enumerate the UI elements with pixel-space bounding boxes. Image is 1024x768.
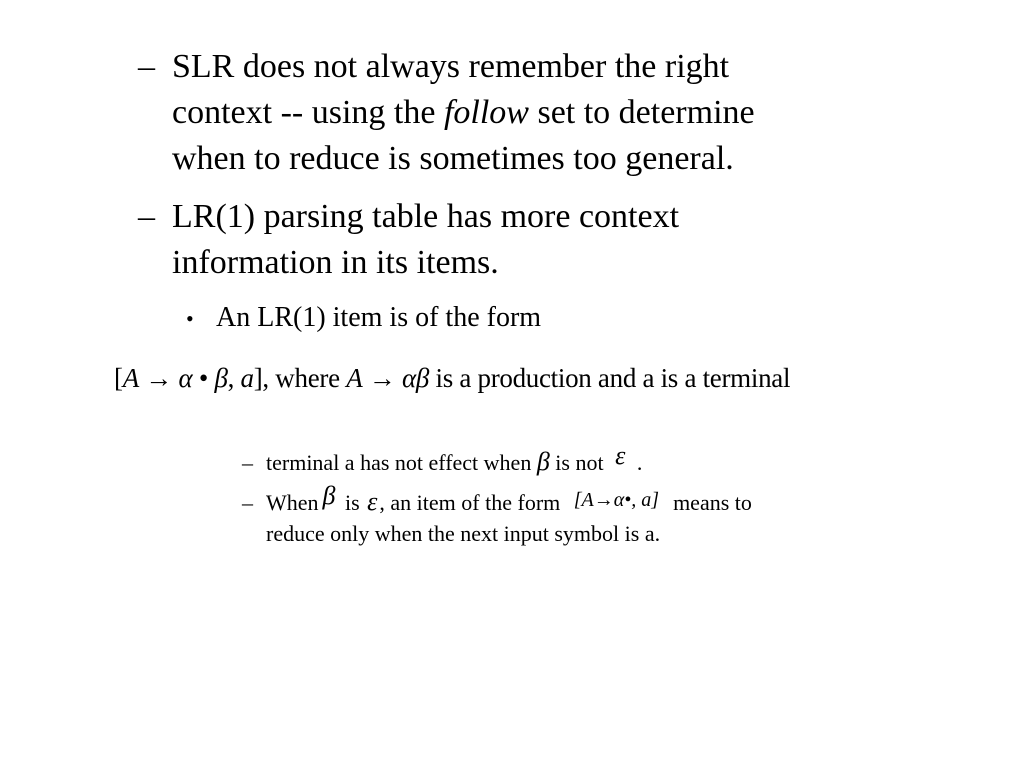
bullet-text [172,194,892,286]
bullet-text: An LR(1) item is of the form [216,302,542,333]
beta-symbol: β [322,481,336,510]
epsilon-symbol: ε [615,441,626,470]
bullet-line: context -- using the follow set to determine [172,94,755,131]
epsilon-symbol: ε [367,487,378,516]
bullet-text [172,44,892,182]
bullet-dash: – [138,198,155,235]
bullet-dash: – [242,450,253,475]
bullet-line: LR(1) parsing table has more context [172,198,680,235]
beta-symbol: β [536,447,550,476]
bullet-dash: – [242,490,253,515]
bullet-dot: • [186,306,194,331]
bullet-when-beta-epsilon: – When β is ε, an item of the form [A→α•, a] means to reduce only when the next input symbol is a. [242,486,752,520]
lr1-reduce-item-formula: [A→α•, a] [573,489,660,511]
bullet-lr1-item-form [186,300,541,337]
bullet-line: SLR does not always remember the right [172,48,730,85]
bullet-continuation: reduce only when the next input symbol is a. [266,521,661,546]
follow-emphasis: follow [443,94,529,131]
lr1-item-formula: [A → α • β, a], where A → αβ is a production and a is a terminal [114,363,791,393]
bullet-line: when to reduce is sometimes too general. [172,140,734,177]
bullet-dash: – [138,48,155,85]
bullet-terminal-no-effect: – terminal a has not effect when β is not ε . [242,446,642,479]
bullet-line: information in its items. [172,244,499,281]
